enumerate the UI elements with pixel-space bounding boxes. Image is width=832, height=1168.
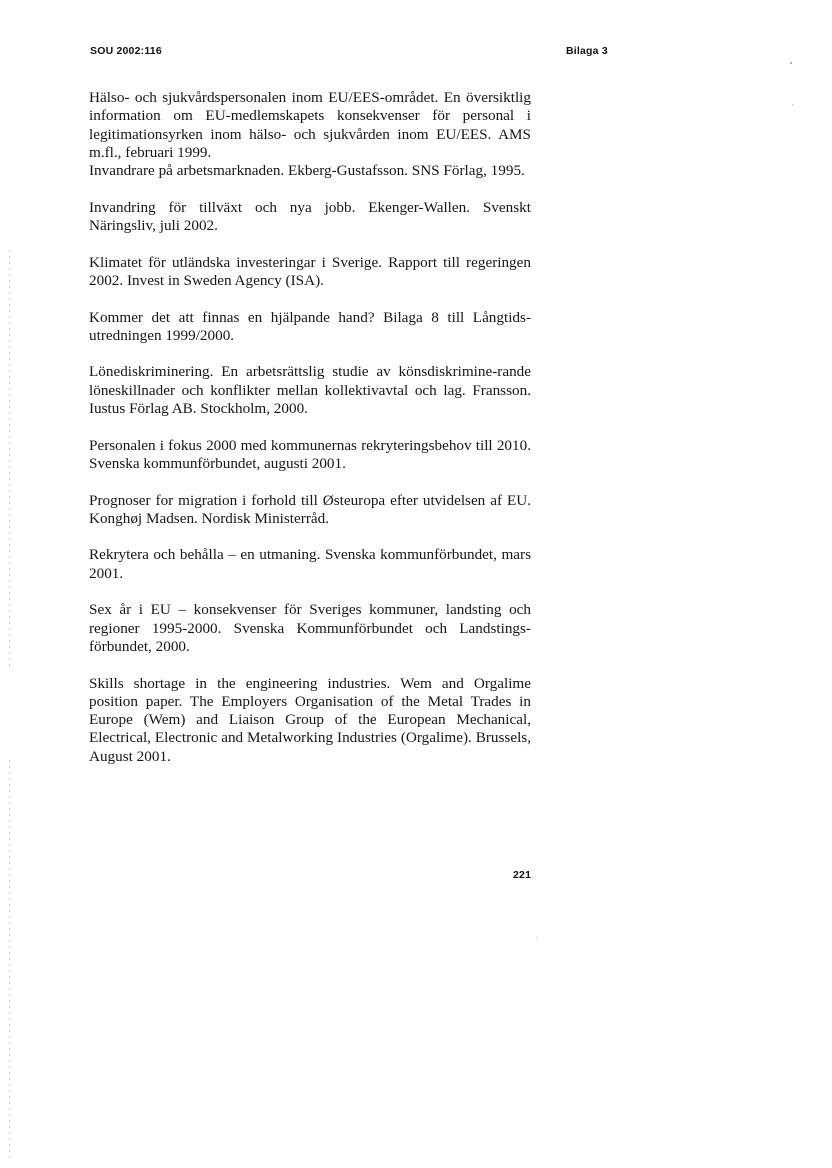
reference-entry: Prognoser for migration i forhold till Østeuropa efter utvidelsen af EU. Konghøj Madsen. Nordisk Ministerråd.: [89, 491, 531, 527]
reference-list: [89, 89, 531, 766]
reference-entry: Invandrare på arbetsmarknaden. Ekberg-Gustafsson. SNS Förlag, 1995.: [89, 162, 525, 180]
reference-entry: Invandring för tillväxt och nya jobb. Ekenger-Wallen. Svenskt Näringsliv, juli 2002.: [89, 198, 531, 235]
page-number: 221: [513, 869, 532, 881]
document-series-id: SOU 2002:116: [90, 45, 162, 57]
scan-artifact-dot: [536, 937, 537, 938]
scan-artifact-dot: [790, 62, 792, 64]
reference-entry: Skills shortage in the engineering industries. Wem and Orgalime position paper. The Employers Organisation of the Metal Trades in Europe (Wem) and Liaison Group of the European Mechanical, Electrical, Electronic and Metalworking Industries (Orgalime). Brussels, August 2001.: [89, 674, 531, 765]
scan-artifact-line: [9, 250, 10, 670]
appendix-label: Bilaga 3: [566, 45, 608, 57]
reference-entry: Sex år i EU – konsekvenser för Sveriges kommuner, landsting och regioner 1995-2000. Svenska Kommunförbundet och Landstings-förbundet, 2000.: [89, 601, 531, 655]
reference-entry: Klimatet för utländska investeringar i Sverige. Rapport till regeringen 2002. Invest in Sweden Agency (ISA).: [89, 253, 531, 289]
scan-artifact-dot: [792, 104, 793, 105]
reference-entry: Personalen i fokus 2000 med kommunernas rekryteringsbehov till 2010. Svenska kommunförbundet, augusti 2001.: [89, 436, 531, 472]
reference-entry: Rekrytera och behålla – en utmaning. Svenska kommunförbundet, mars 2001.: [89, 546, 531, 582]
reference-entry: Kommer det att finnas en hjälpande hand? Bilaga 8 till Långtids-utredningen 1999/2000.: [89, 308, 531, 344]
scan-artifact-line: [9, 760, 10, 1160]
reference-entry: Hälso- och sjukvårdspersonalen inom EU/EES-området. En översiktlig information om EU-medlemskapets konsekvenser för personal i legitimationsyrken inom hälso- och sjukvården inom EU/EES. AMS m.fl., februari 1999.: [89, 89, 531, 161]
reference-entry: Lönediskriminering. En arbetsrättslig studie av könsdiskrimine-rande löneskillnader och konflikter mellan kollektivavtal och lag. Fransson. Iustus Förlag AB. Stockholm, 2000.: [89, 363, 531, 418]
